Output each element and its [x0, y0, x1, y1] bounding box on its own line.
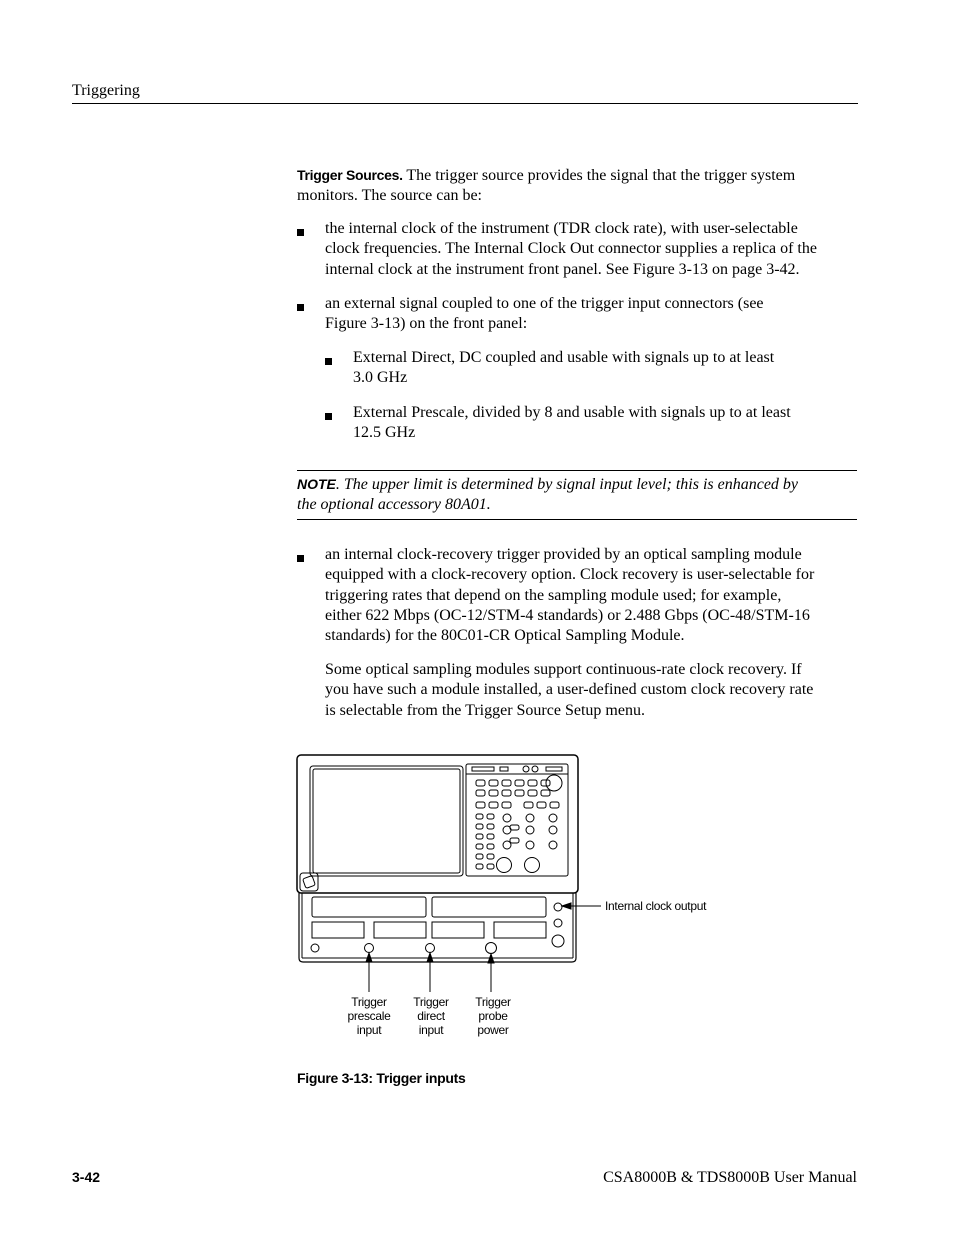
text-line: equipped with a clock-recovery option. Clock recovery is user-selectable for — [325, 566, 815, 584]
note-label: NOTE — [297, 476, 336, 492]
bullet-internal-clock — [325, 219, 865, 280]
continuous-rate-paragraph — [325, 660, 865, 721]
text-line: triggering rates that depend on the sampling module used; for example, — [325, 586, 782, 604]
sub-bullet-marker — [325, 352, 335, 365]
text-line: External Prescale, divided by 8 and usable with signals up to at least — [353, 404, 791, 421]
sub-bullet-external-prescale — [353, 403, 863, 444]
text-line: 3.0 GHz — [353, 369, 408, 387]
text-line: an internal clock-recovery trigger provided by an optical sampling module — [325, 546, 802, 563]
bullet-clock-recovery — [325, 545, 865, 646]
bullet-marker — [297, 298, 307, 311]
intro-text: The trigger source provides the signal that the trigger system monitors. The source can be: — [297, 167, 796, 205]
figure-caption: Figure 3-13: Trigger inputs — [297, 1070, 466, 1086]
label-line: input — [356, 1023, 382, 1037]
bullet-marker — [297, 549, 307, 562]
note — [297, 474, 857, 515]
manual-title: CSA8000B & TDS8000B User Manual — [603, 1169, 857, 1186]
label-line: Trigger — [413, 995, 449, 1009]
label-line: prescale — [347, 1009, 391, 1023]
label-trigger-probe-power — [465, 995, 521, 1037]
label-line: Trigger — [351, 995, 387, 1009]
text-line: the internal clock of the instrument (TDR clock rate), with user-selectable — [325, 220, 798, 237]
running-head: Triggering — [72, 82, 140, 99]
text-line: 12.5 GHz — [353, 424, 416, 442]
label-internal-clock-output: Internal clock output — [605, 899, 707, 913]
label-trigger-prescale-input — [339, 995, 399, 1037]
text-line: is selectable from the Trigger Source Setup menu. — [325, 701, 645, 719]
note-line — [297, 474, 857, 495]
text-line: External Direct, DC coupled and usable with signals up to at least — [353, 349, 775, 366]
label-trigger-direct-input — [403, 995, 459, 1037]
label-line: power — [477, 1023, 509, 1037]
text-line: clock frequencies. The Internal Clock Out connector supplies a replica of the — [325, 240, 817, 258]
label-line: Trigger — [475, 995, 511, 1009]
intro-paragraph — [297, 165, 857, 207]
note-text: . The upper limit is determined by signal input level; this is enhanced by — [335, 476, 799, 493]
intro-lead: Trigger Sources. — [297, 167, 403, 183]
note-rule-bottom — [297, 519, 857, 520]
text-line: you have such a module installed, a user-defined custom clock recovery rate — [325, 681, 814, 699]
sub-bullet-marker — [325, 407, 335, 420]
bullet-external-signal — [325, 294, 865, 335]
sub-bullet-external-direct — [353, 348, 863, 389]
front-panel-figure — [296, 752, 736, 1057]
label-line: direct — [417, 1009, 445, 1023]
header-rule — [72, 103, 858, 104]
text-line: either 622 Mbps (OC-12/STM-4 standards) or 2.488 Gbps (OC-48/STM-16 — [325, 606, 810, 624]
note-line: the optional accessory 80A01. — [297, 496, 491, 513]
label-line: input — [418, 1023, 444, 1037]
text-line: Some optical sampling modules support continuous-rate clock recovery. If — [325, 661, 802, 678]
text-line: Figure 3-13) on the front panel: — [325, 315, 528, 333]
page-number: 3-42 — [72, 1169, 101, 1185]
bullet-marker — [297, 223, 307, 236]
label-line: probe — [478, 1009, 508, 1023]
text-line: an external signal coupled to one of the trigger input connectors (see — [325, 295, 764, 312]
text-line: standards) for the 80C01-CR Optical Sampling Module. — [325, 627, 685, 645]
note-rule-top — [297, 470, 857, 471]
text-line: internal clock at the instrument front panel. See Figure 3-13 on page 3-42. — [325, 260, 800, 278]
